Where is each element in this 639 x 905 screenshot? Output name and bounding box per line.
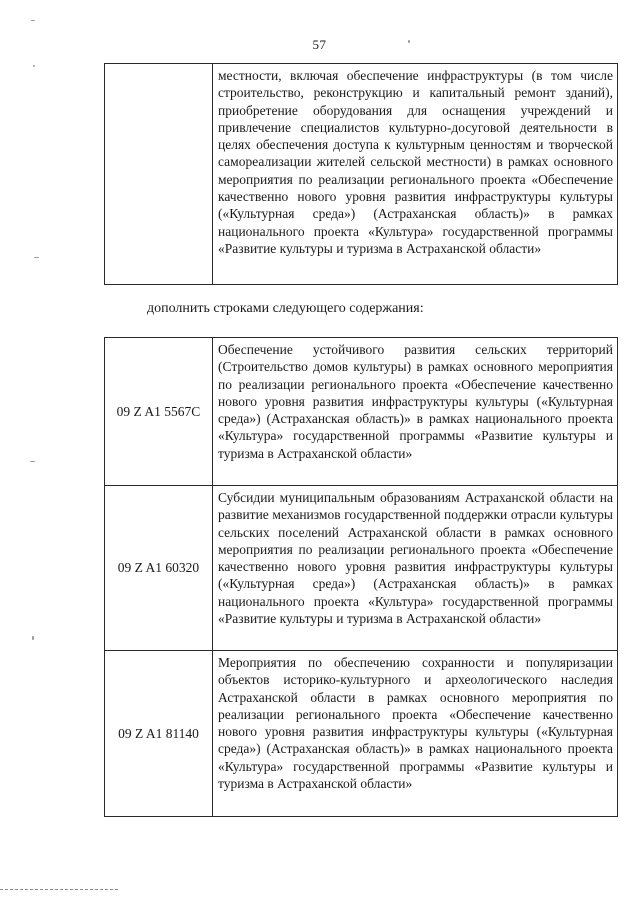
table-row bbox=[105, 338, 618, 486]
scan-speck bbox=[32, 636, 34, 640]
code-cell bbox=[105, 64, 213, 285]
code-cell: 09 Z A1 5567C bbox=[105, 338, 213, 486]
scan-speck bbox=[30, 461, 35, 462]
code-cell: 09 Z A1 60320 bbox=[105, 486, 213, 651]
description-cell bbox=[213, 338, 618, 486]
description-cell bbox=[213, 486, 618, 651]
scan-speck bbox=[33, 65, 35, 67]
page-number: 57 bbox=[312, 37, 327, 52]
footer-rule bbox=[0, 889, 118, 890]
code-cell: 09 Z A1 81140 bbox=[105, 651, 213, 817]
description-text: Субсидии муниципальным образованиям Астраханской области на развитие механизмов государственной поддержки отрасли культуры сельских поселений Астраханской области в рамках основного мероприятия по реализации регионального проекта «Обеспечение качественно нового уровня развития инфраструктуры культуры («Культурная среда») (Астраханская область)» в рамках национального проекта «Культура» государственной программы «Развитие культуры и туризма в Астраханской области» bbox=[218, 490, 613, 627]
scan-speck bbox=[34, 257, 39, 258]
description-text: Мероприятия по обеспечению сохранности и популяризации объектов историко-культурного и археологического наследия Астраханской области в рамках основного мероприятия по реализации регионального проекта «Обеспечение качественно нового уровня развития инфраструктуры культуры («Культурная среда») (Астраханская область)» в рамках национального проекта «Культура» государственной программы «Развитие культуры и туризма в Астраханской области» bbox=[218, 655, 613, 792]
description-cell bbox=[213, 651, 618, 817]
description-text: местности, включая обеспечение инфраструктуры (в том числе строительство, реконструкцию и капитальный ремонт зданий), приобретение оборудования для оснащения учреждений и привлечение специалистов культурно-досуговой деятельности в целях обеспечения доступа к культурным ценностям и творческой самореализации жителей сельской местности) в рамках основного мероприятия по реализации регионального проекта «Обеспечение качественно нового уровня развития инфраструктуры культуры («Культурная среда») (Астраханская область)» в рамках национального проекта «Культура» государственной программы «Развитие культуры и туризма в Астраханской области» bbox=[218, 68, 613, 256]
table-row bbox=[105, 486, 618, 651]
table-row bbox=[105, 651, 618, 817]
table-row bbox=[105, 64, 618, 285]
added-rows-table bbox=[104, 337, 618, 817]
continued-table bbox=[104, 63, 618, 285]
scan-speck bbox=[408, 40, 410, 43]
instruction-text: дополнить строками следующего содержания: bbox=[147, 301, 424, 316]
description-cell bbox=[213, 64, 618, 285]
description-text: Обеспечение устойчивого развития сельских территорий (Строительство домов культуры) в рамках основного мероприятия по реализации регионального проекта «Обеспечение качественно нового уровня развития инфраструктуры культуры («Культурная среда») (Астраханская область)» в рамках национального проекта «Культура» государственной программы «Развитие культуры и туризма в Астраханской области» bbox=[218, 342, 613, 461]
scan-speck bbox=[31, 20, 35, 21]
